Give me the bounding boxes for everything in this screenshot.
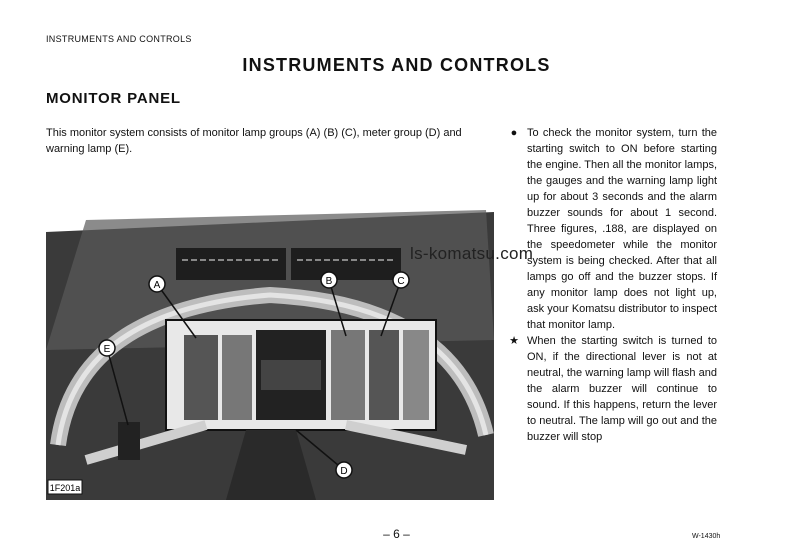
callout-a [149,276,165,292]
lamp-group-a2 [222,335,252,420]
lamp-group-b [331,330,365,420]
upper-display-right [291,248,401,280]
callout-e-label: E [103,344,111,355]
callout-c [393,272,409,288]
callout-b-label: B [325,276,333,287]
note-item [507,333,717,445]
star-icon: ★ [509,335,519,347]
lamp-group-a [184,335,218,420]
callout-a-label: A [153,280,161,291]
warning-lamp [118,422,140,460]
note-item [507,125,717,333]
section-title: MONITOR PANEL [46,90,181,107]
running-header: INSTRUMENTS AND CONTROLS [46,34,192,44]
bullet-dot-icon: ● [510,127,518,139]
callout-d-label: D [340,466,348,477]
callout-c-label: C [397,276,405,287]
figure-id-label: 1F201a [49,483,81,493]
note-text: When the starting switch is turned to ON, if the directional lever is not at neutral, the warning lamp will flash and the alarm buzzer will continue to sound. If this happens, return the lever to neutral. The lamp will go out and the buzzer will stop [527,335,717,443]
document-code: W-1430h [692,533,721,540]
callout-e [99,340,115,356]
callout-d [336,462,352,478]
watermark-text: ls-komatsu.com [410,244,534,263]
page-title: INSTRUMENTS AND CONTROLS [242,55,551,75]
callout-b [321,272,337,288]
page-number: – 6 – [383,527,410,541]
intro-paragraph: This monitor system consists of monitor lamp groups (A) (B) (C), meter group (D) and warning lamp (E). [46,127,462,155]
note-text: To check the monitor system, turn the starting switch to ON before starting the engine. Then all the monitor lamps, the gauges and the warning lamp light up for about 3 seconds and the alarm buzzer sounds for about 1 second. Three figures, .188, are displayed on the speedometer while the monitor system is being checked. After that all lamps go off and the buzzer stops. If any monitor lamp does not light up, ask your Komatsu distributor to inspect that monitor lamp. [527,127,717,331]
upper-display-left [176,248,286,280]
notes-list [507,125,717,445]
lamp-group-c [369,330,399,420]
